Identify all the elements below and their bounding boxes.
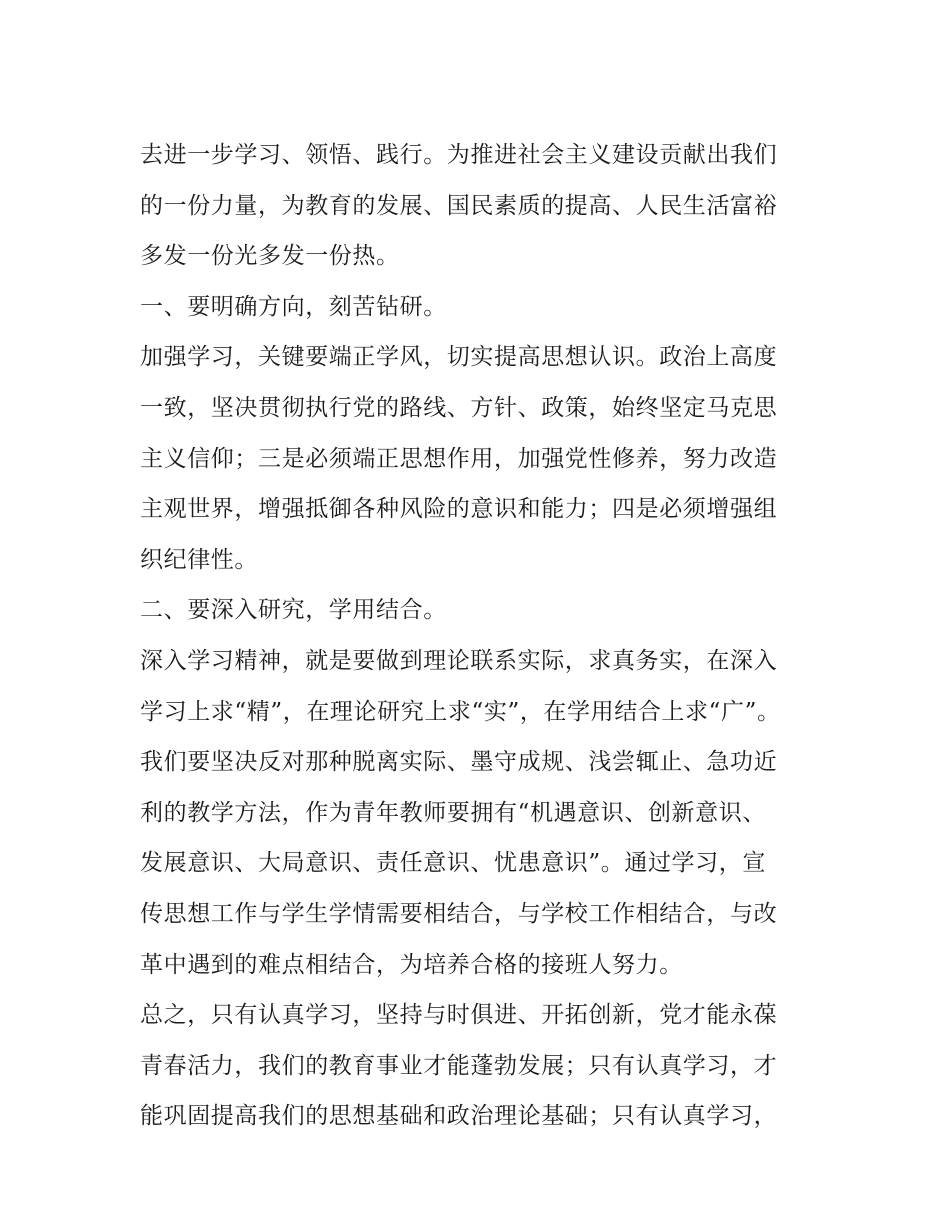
text-line: 主观世界，增强抵御各种风险的意识和能力；四是必须增强组	[140, 496, 778, 523]
text-line: 主义信仰；三是必须端正思想作用，加强党性修养，努力改造	[140, 445, 778, 472]
text-line: 加强学习，关键要端正学风，切实提高思想认识。政治上高度	[140, 344, 778, 371]
section-heading: 二、要深入研究，学用结合。	[140, 597, 447, 624]
text-line: 利的教学方法，作为青年教师要拥有“机遇意识、创新意识、	[140, 799, 766, 826]
text-line: 我们要坚决反对那种脱离实际、墨守成规、浅尝辄止、急功近	[140, 749, 778, 776]
section-heading: 一、要明确方向，刻苦钻研。	[140, 293, 447, 320]
document-body	[140, 130, 830, 1142]
text-line: 青春活力，我们的教育事业才能蓬勃发展；只有认真学习，才	[140, 1052, 778, 1079]
text-line: 织纪律性。	[140, 546, 258, 573]
text-line: 多发一份光多发一份热。	[140, 243, 400, 270]
text-line: 的一份力量，为教育的发展、国民素质的提高、人民生活富裕	[140, 192, 778, 219]
text-line: 深入学习精神，就是要做到理论联系实际，求真务实，在深入	[140, 647, 778, 674]
text-line: 去进一步学习、领悟、践行。为推进社会主义建设贡献出我们	[140, 142, 778, 168]
text-line: 传思想工作与学生学情需要相结合，与学校工作相结合，与改	[140, 900, 778, 927]
text-line: 发展意识、大局意识、责任意识、忧患意识”。通过学习，宣	[140, 850, 766, 877]
text-line: 能巩固提高我们的思想基础和政治理论基础；只有认真学习，	[140, 1103, 778, 1130]
text-line: 一致，坚决贯彻执行党的路线、方针、政策，始终坚定马克思	[140, 394, 778, 421]
text-line: 革中遇到的难点相结合，为培养合格的接班人努力。	[140, 951, 683, 978]
text-line: 总之，只有认真学习，坚持与时俱进、开拓创新，党才能永葆	[140, 1002, 778, 1029]
text-line: 学习上求“精”，在理论研究上求“实”，在学用结合上求“广”。	[140, 698, 781, 725]
